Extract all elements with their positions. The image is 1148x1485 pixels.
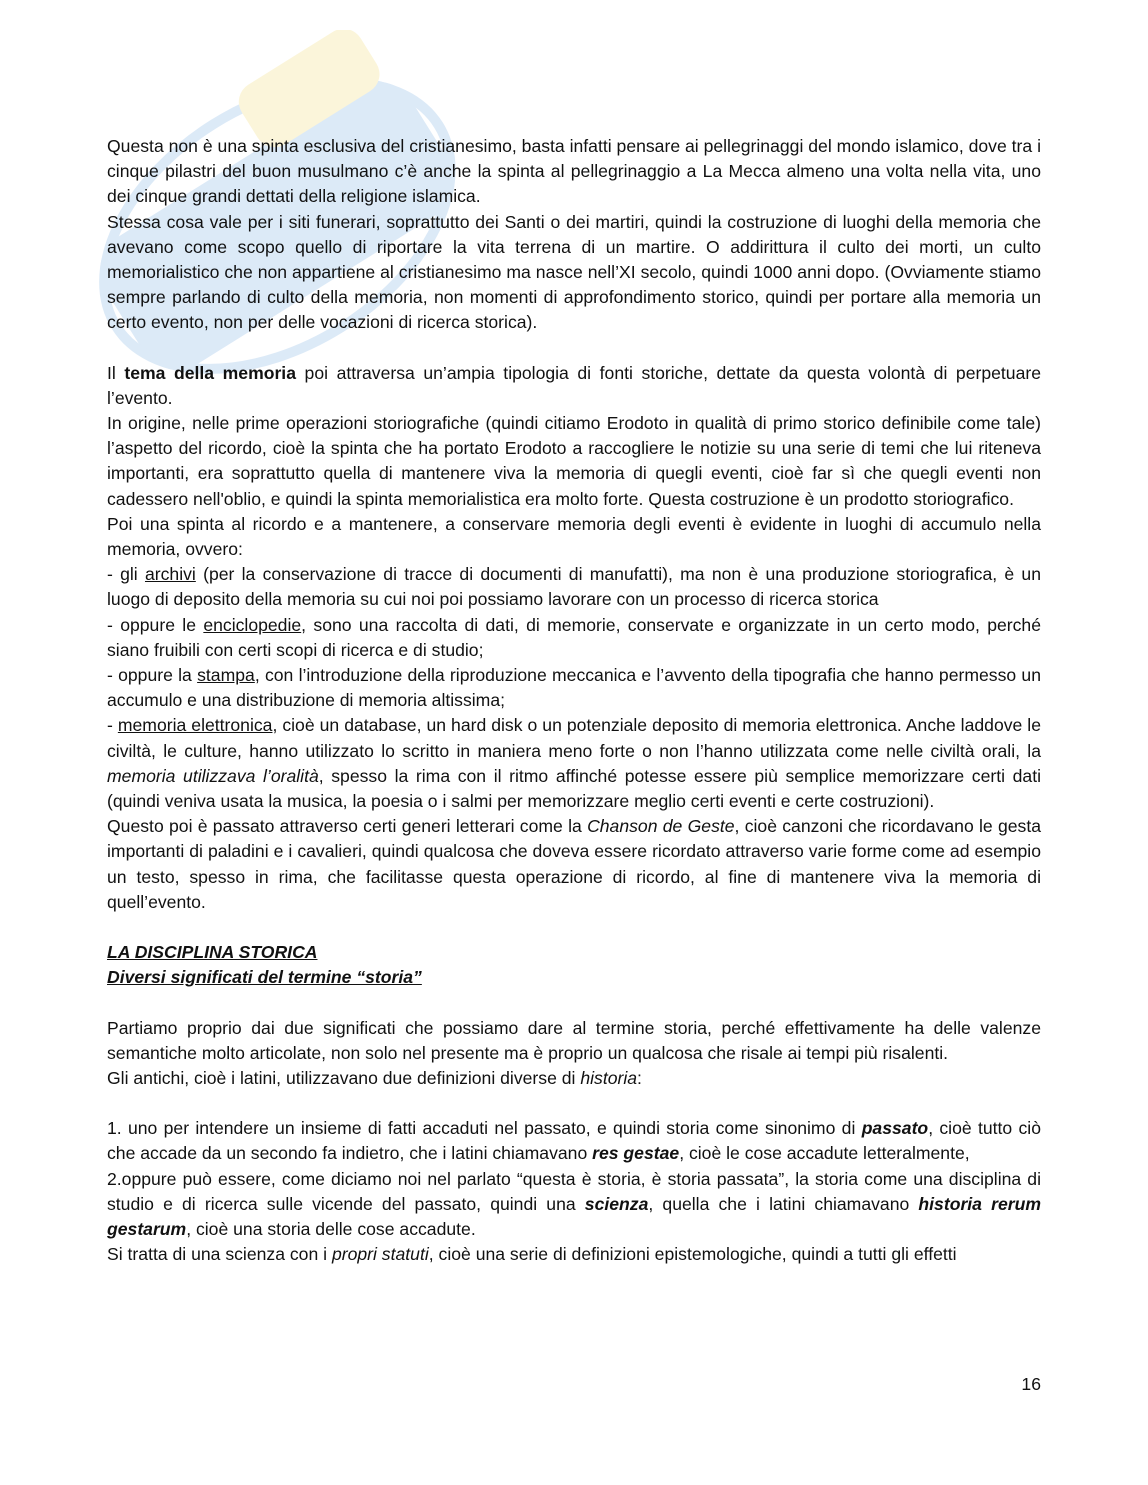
underlined-term: memoria elettronica (117, 715, 273, 736)
paragraph: Questa non è una spinta esclusiva del cristianesimo, basta infatti pensare ai pellegrinaggi del mondo islamico, dove tra i cinque pilastri del buon musulmano c’è anche la spinta al pellegrinaggio a La Mecca almeno una volta nella vita, uno dei cinque grandi dettati della religione islamica. (107, 136, 1041, 207)
list-item: - oppure le enciclopedie, sono una raccolta di dati, di memorie, conservate e organizzate in un certo modo, perché siano fruibili con certi scopi di ricerca e di studio; (107, 614, 1041, 660)
paragraph: In origine, nelle prime operazioni storiografiche (quindi citiamo Erodoto in qualità di primo storico definibile come tale) l’aspetto del ricordo, cioè la spinta che ha portato Erodoto a raccogliere le notizie su una serie di temi che lui riteneva importanti, era soprattutto quella di mantenere viva la memoria di quegli eventi, cioè far sì che quegli eventi non cadessero nell'oblio, e quindi la spinta memorialistica era molto forte. Questa costruzione è un prodotto storiografico. (107, 413, 1041, 509)
bold-italic-term: passato (861, 1118, 929, 1139)
bold-italic-term: res gestae (592, 1143, 680, 1164)
paragraph: Si tratta di una scienza con i propri statuti, cioè una serie di definizioni epistemologiche, quindi a tutti gli effetti (107, 1244, 957, 1265)
paragraph: Questo poi è passato attraverso certi generi letterari come la Chanson de Geste, cioè canzoni che ricordavano le gesta importanti di paladini e i cavalieri, quindi qualcosa che doveva essere ricordato attraverso varie forme come ad esempio un testo, spesso in rima, che facilitasse questa operazione di ricordo, al fine di mantenere viva la memoria di quell’evento. (107, 816, 1041, 912)
list-item: 2.oppure può essere, come diciamo noi nel parlato “questa è storia, è storia passata”, la storia come una disciplina di studio e di ricerca sulle vicende del passato, quindi una scienza, quella che i latini chiamavano historia rerum gestarum, cioè una storia delle cose accadute. (107, 1168, 1041, 1239)
paragraph: Poi una spinta al ricordo e a mantenere, a conservare memoria degli eventi è evidente in luoghi di accumulo nella memoria, ovvero: (107, 513, 1041, 560)
paragraph: Gli antichi, cioè i latini, utilizzavano due definizioni diverse di historia: (107, 1067, 642, 1088)
paragraph: Il tema della memoria poi attraversa un’ampia tipologia di fonti storiche, dettate da questa volontà di perpetuare l’evento. (107, 362, 1042, 408)
section-heading: LA DISCIPLINA STORICA (107, 942, 318, 963)
paragraph: Partiamo proprio dai due significati che possiamo dare al termine storia, perché effettivamente ha delle valenze semantiche molto articolate, non solo nel presente ma è proprio un qualcosa che risale ai tempi più risalenti. (107, 1017, 1041, 1063)
underlined-term: stampa (197, 665, 255, 686)
underlined-term: enciclopedie (203, 614, 302, 635)
section-subheading: Diversi significati del termine “storia” (107, 967, 422, 988)
bold-italic-term: historia rerum gestarum (107, 1193, 1041, 1239)
bold-term: tema della memoria (124, 362, 296, 383)
italic-term: memoria utilizzava l’oralità (107, 765, 319, 786)
italic-term: Chanson de Geste (587, 816, 735, 837)
list-item: 1. uno per intendere un insieme di fatti accaduti nel passato, e quindi storia come sinonimo di passato, cioè tutto ciò che accade da un secondo fa indietro, che i latini chiamavano res gestae, cioè le cose accadute letteralmente, (107, 1118, 1041, 1164)
paragraph: Stessa cosa vale per i siti funerari, soprattutto dei Santi o dei martiri, quindi la costruzione di luoghi della memoria che avevano come scopo quello di riportare la vita terrena di un martire. O addirittura il culto dei morti, un culto memorialistico che non appartiene al cristianesimo ma nasce nell’XI secolo, quindi 1000 anni dopo. (Ovviamente stiamo sempre parlando di culto della memoria, non momenti di approfondimento storico, quindi per portare alla memoria un certo evento, non per delle vocazioni di ricerca storica). (107, 211, 1041, 333)
list-item: - memoria elettronica, cioè un database, un hard disk o un potenziale deposito di memoria elettronica. Anche laddove le civiltà, le culture, hanno utilizzato lo scritto in maniera meno forte o non l’hanno utilizzata come nelle civiltà orali, la memoria utilizzava l’oralità, spesso la rima con il ritmo affinché potesse essere più semplice memorizzare certi dati (quindi veniva usata la musica, la poesia o i salmi per memorizzare meglio certi eventi e certe costruzioni). (107, 715, 1041, 812)
bold-italic-term: scienza (584, 1193, 649, 1214)
italic-term: propri statuti (331, 1244, 429, 1265)
underlined-term: archivi (144, 564, 196, 585)
list-item: - oppure la stampa, con l’introduzione della riproduzione meccanica e l’avvento della tipografia che hanno permesso un accumulo e una distribuzione di memoria altissima; (107, 665, 1042, 711)
list-item: - gli archivi (per la conservazione di tracce di documenti di manufatti), ma non è una produzione storiografica, è un luogo di deposito della memoria su cui noi poi possiamo lavorare con un processo di ricerca storica (107, 564, 1041, 610)
page-number: 16 (1021, 1374, 1041, 1394)
italic-term: historia (580, 1067, 638, 1088)
document-body (107, 134, 1041, 1267)
